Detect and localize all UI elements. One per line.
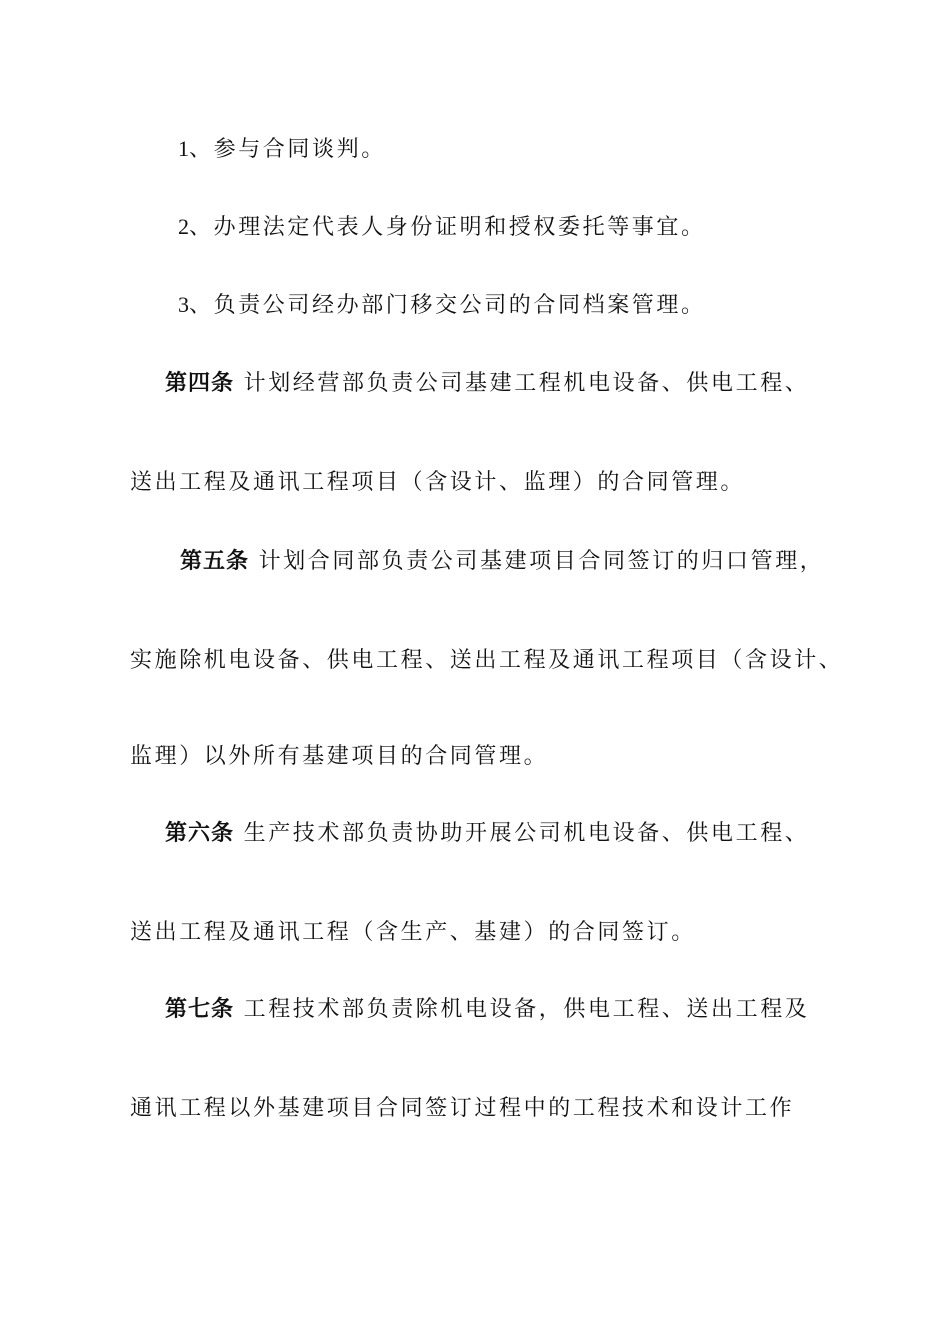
article-5-line-3: 监理）以外所有基建项目的合同管理。: [130, 744, 549, 769]
article-7-line-1: [165, 994, 809, 1025]
item-text: 、负责公司经办部门移交公司的合同档案管理。: [189, 293, 706, 318]
article-6-title: 第六条: [165, 820, 235, 846]
article-7-title: 第七条: [165, 996, 235, 1022]
item-text: 、办理法定代表人身份证明和授权委托等事宜。: [189, 215, 706, 240]
article-7-text: 工程技术部负责除机电设备，供电工程、送出工程及: [234, 997, 810, 1022]
item-text: 、参与合同谈判。: [189, 137, 386, 162]
item-1: [178, 134, 386, 165]
article-7-line-2: 通讯工程以外基建项目合同签订过程中的工程技术和设计工作: [130, 1096, 795, 1121]
item-number: 2: [178, 214, 189, 239]
article-4-text: 计划经营部负责公司基建工程机电设备、供电工程、: [234, 371, 810, 396]
article-4-line-1: [165, 368, 809, 399]
article-5-line-1: [180, 546, 824, 577]
article-5-text: 计划合同部负责公司基建项目合同签订的归口管理，: [249, 549, 825, 574]
article-6-text: 生产技术部负责协助开展公司机电设备、供电工程、: [234, 821, 810, 846]
article-4-line-2: 送出工程及通讯工程项目（含设计、监理）的合同管理。: [130, 470, 746, 495]
item-number: 3: [178, 292, 189, 317]
item-number: 1: [178, 136, 189, 161]
article-6-line-1: [165, 818, 809, 849]
article-5-title: 第五条: [180, 548, 250, 574]
item-3: [178, 290, 706, 321]
item-2: [178, 212, 706, 243]
article-5-line-2: 实施除机电设备、供电工程、送出工程及通讯工程项目（含设计、: [130, 648, 844, 673]
article-6-line-2: 送出工程及通讯工程（含生产、基建）的合同签订。: [130, 920, 696, 945]
article-4-title: 第四条: [165, 370, 235, 396]
